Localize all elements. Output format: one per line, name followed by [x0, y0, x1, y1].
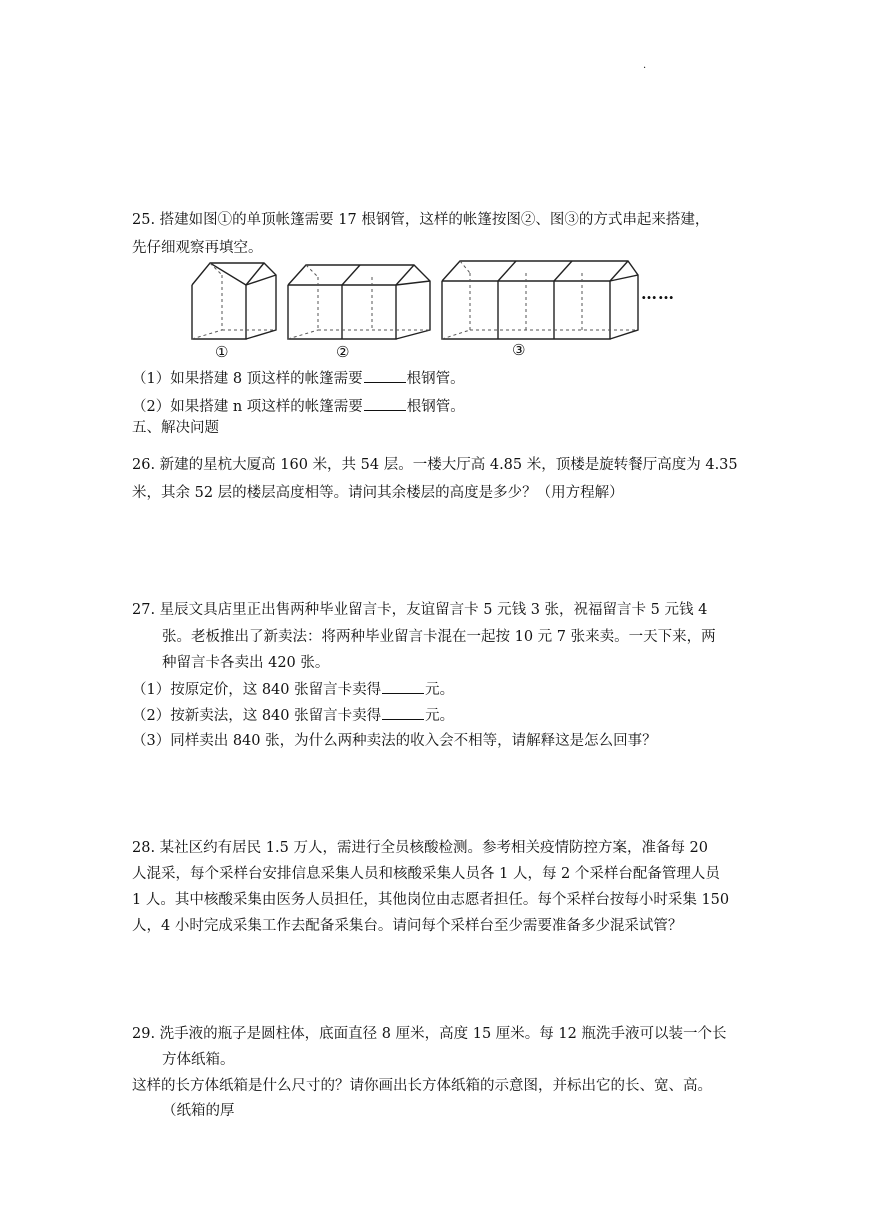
q27-sub-1-unit: 元。	[425, 682, 455, 698]
answer-blank[interactable]	[382, 705, 424, 720]
q27-sub-3: （3）同样卖出 840 张，为什么两种卖法的收入会不相等，请解释这是怎么回事？	[132, 733, 657, 749]
q29-line-4: （纸箱的厚	[162, 1103, 235, 1119]
q28-line-2: 人混采，每个采样台安排信息采集人员和核酸采集人员各 1 人，每 2 个采样台配备管理人员	[132, 866, 720, 882]
tent-figure-1	[192, 263, 276, 339]
tent-figure-2	[288, 265, 430, 339]
q27-sub-1	[132, 679, 454, 700]
q27-line-2: 张。老板推出了新卖法：将两种毕业留言卡混在一起按 10 元 7 张来卖。一天下来，两	[162, 629, 716, 645]
answer-blank[interactable]	[364, 368, 406, 383]
figure-label-1: ①	[215, 343, 229, 361]
q25-line-2: 先仔细观察再填空。	[132, 240, 263, 256]
figure-label-3: ③	[512, 341, 526, 359]
header-dot: .	[643, 60, 647, 71]
answer-blank[interactable]	[382, 679, 424, 694]
q25-sub-2-text: （2）如果搭建 n 项这样的帐篷需要	[132, 399, 363, 415]
q27-sub-2-unit: 元。	[425, 708, 455, 724]
tent-figure	[180, 255, 650, 350]
q27-line-1: 27. 星辰文具店里正出售两种毕业留言卡，友谊留言卡 5 元钱 3 张，祝福留言卡 5 元钱 4	[132, 602, 708, 618]
q28-line-4: 人，4 小时完成采集工作去配备采集台。请问每个采样台至少需要准备多少混采试管？	[132, 918, 683, 934]
q27-sub-2-text: （2）按新卖法，这 840 张留言卡卖得	[132, 708, 382, 724]
q27-line-3: 种留言卡各卖出 420 张。	[162, 655, 330, 671]
q25-sub-2	[132, 396, 465, 417]
q26-line-2: 米，其余 52 层的楼层高度相等。请问其余楼层的高度是多少？（用方程解）	[132, 485, 624, 501]
tent-figure-3	[442, 261, 638, 339]
q29-line-1: 29. 洗手液的瓶子是圆柱体，底面直径 8 厘米，高度 15 厘米。每 12 瓶洗手液可以装一个长	[132, 1026, 727, 1042]
q25-sub-2-unit: 根钢管。	[406, 399, 465, 415]
q29-line-2: 方体纸箱。	[162, 1052, 235, 1068]
q28-line-1: 28. 某社区约有居民 1.5 万人，需进行全员核酸检测。参考相关疫情防控方案，准备每 20	[132, 840, 709, 856]
q25-line-1: 25. 搭建如图①的单顶帐篷需要 17 根钢管，这样的帐篷按图②、图③的方式串起来搭建，	[132, 212, 710, 228]
q27-sub-2	[132, 705, 454, 726]
q25-sub-1-unit: 根钢管。	[406, 371, 465, 387]
q29-line-3: 这样的长方体纸箱是什么尺寸的？请你画出长方体纸箱的示意图，并标出它的长、宽、高。	[132, 1078, 712, 1094]
q27-sub-1-text: （1）按原定价，这 840 张留言卡卖得	[132, 682, 382, 698]
q25-sub-1-text: （1）如果搭建 8 顶这样的帐篷需要	[132, 371, 363, 387]
q25-sub-1	[132, 368, 465, 389]
section-heading: 五、解决问题	[132, 420, 219, 436]
q28-line-3: 1 人。其中核酸采集由医务人员担任，其他岗位由志愿者担任。每个采样台按每小时采集 150	[132, 892, 730, 908]
answer-blank[interactable]	[364, 396, 406, 411]
figure-label-2: ②	[336, 343, 350, 361]
tent-ellipsis: ……	[641, 284, 675, 303]
q26-line-1: 26. 新建的星杭大厦高 160 米，共 54 层。一楼大厅高 4.85 米，顶楼是旋转餐厅高度为 4.35	[132, 457, 738, 473]
